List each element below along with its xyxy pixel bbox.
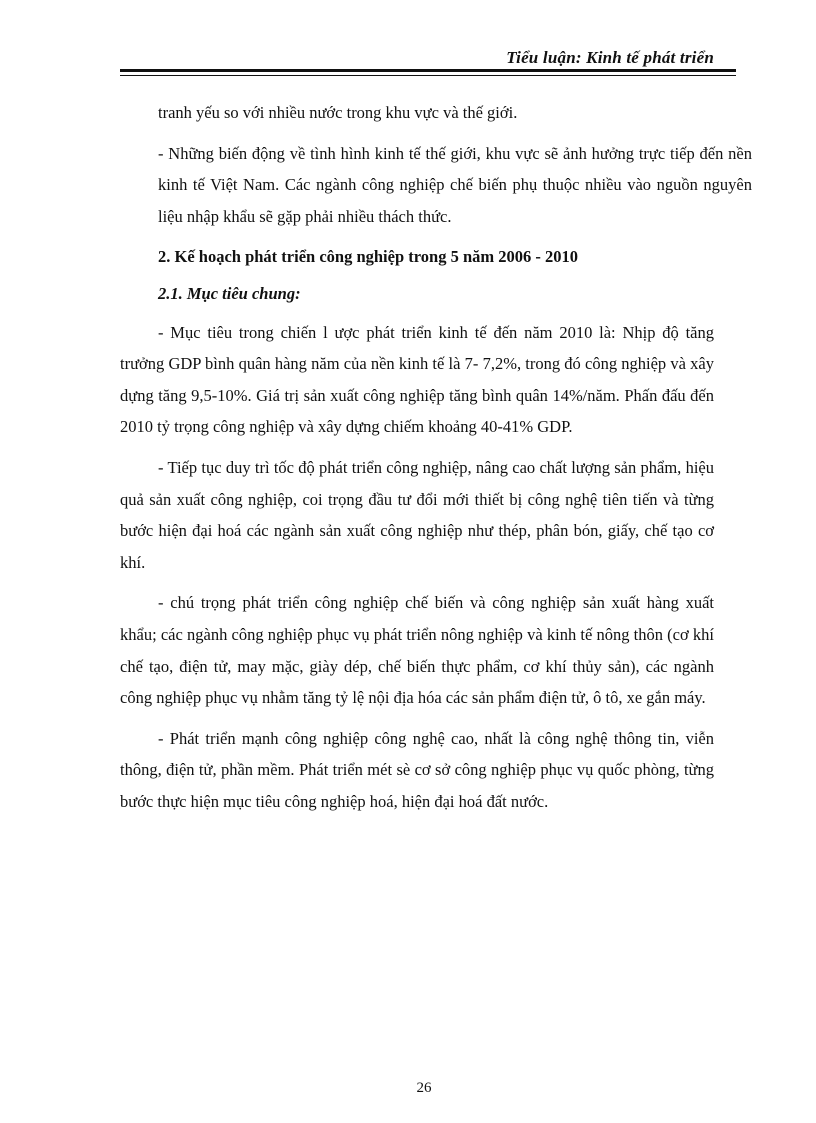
paragraph-maintain-growth: - Tiếp tục duy trì tốc độ phát triển công nghiệp, nâng cao chất lượng sản phẩm, hiệu quả sản xuất công nghiệp, coi trọng đầu tư đổi mới thiết bị công nghệ tiên tiến và từng bước hiện đại hoá các ngành sản xuất công nghiệp như thép, phân bón, giấy, chế tạo cơ khí.	[120, 457, 714, 572]
header-title: Tiểu luận: Kinh tế phát triển	[506, 48, 714, 67]
section-heading-2: 2. Kế hoạch phát triển công nghiệp trong 5 năm 2006 - 2010	[158, 247, 579, 267]
header-rule-thin	[120, 75, 736, 76]
paragraph-high-tech: - Phát triển mạnh công nghiệp công nghệ cao, nhất là công nghệ thông tin, viễn thông, điện tử, phần mềm. Phát triển mét sè cơ sở công nghiệp phục vụ quốc phòng, từng bước thực hiện mục tiêu công nghiệp hoá, hiện đại hoá đất nước.	[120, 728, 714, 811]
paragraph-economic-impact: - Những biến động về tình hình kinh tế thế giới, khu vực sẽ ảnh hưởng trực tiếp đến nền kinh tế Việt Nam. Các ngành công nghiệp chế biến phụ thuộc nhiều vào nguồn nguyên liệu nhập khẩu sẽ gặp phải nhiều thách thức.	[158, 143, 752, 226]
header-rule-thick	[120, 69, 736, 72]
paragraph-overall-target: - Mục tiêu trong chiến l ược phát triển kinh tế đến năm 2010 là: Nhịp độ tăng trưởng GDP bình quân hàng năm của nền kinh tế là 7- 7,2%, trong đó công nghiệp và xây dựng tăng 9,5-10%. Giá trị sản xuất công nghiệp tăng bình quân 14%/năm. Phấn đấu đến 2010 tỷ trọng công nghiệp và xây dựng chiếm khoảng 40-41% GDP.	[120, 322, 714, 437]
subsection-heading-2-1: 2.1. Mục tiêu chung:	[158, 283, 301, 303]
document-body	[120, 97, 752, 826]
paragraph-continuation: tranh yếu so với nhiều nước trong khu vực và thế giới.	[158, 103, 518, 122]
page-header	[120, 47, 736, 79]
page-number: 26	[416, 1080, 432, 1096]
paragraph-processing-industry: - chú trọng phát triển công nghiệp chế biến và công nghiệp sản xuất hàng xuất khẩu; các ngành công nghiệp phục vụ phát triển nông nghiệp và kinh tế nông thôn (cơ khí chế tạo, điện tử, may mặc, giày dép, chế biến thực phẩm, cơ khí thủy sản), các ngành công nghiệp phục vụ nhằm tăng tỷ lệ nội địa hóa các sản phẩm điện tử, ô tô, xe gắn máy.	[120, 593, 714, 708]
